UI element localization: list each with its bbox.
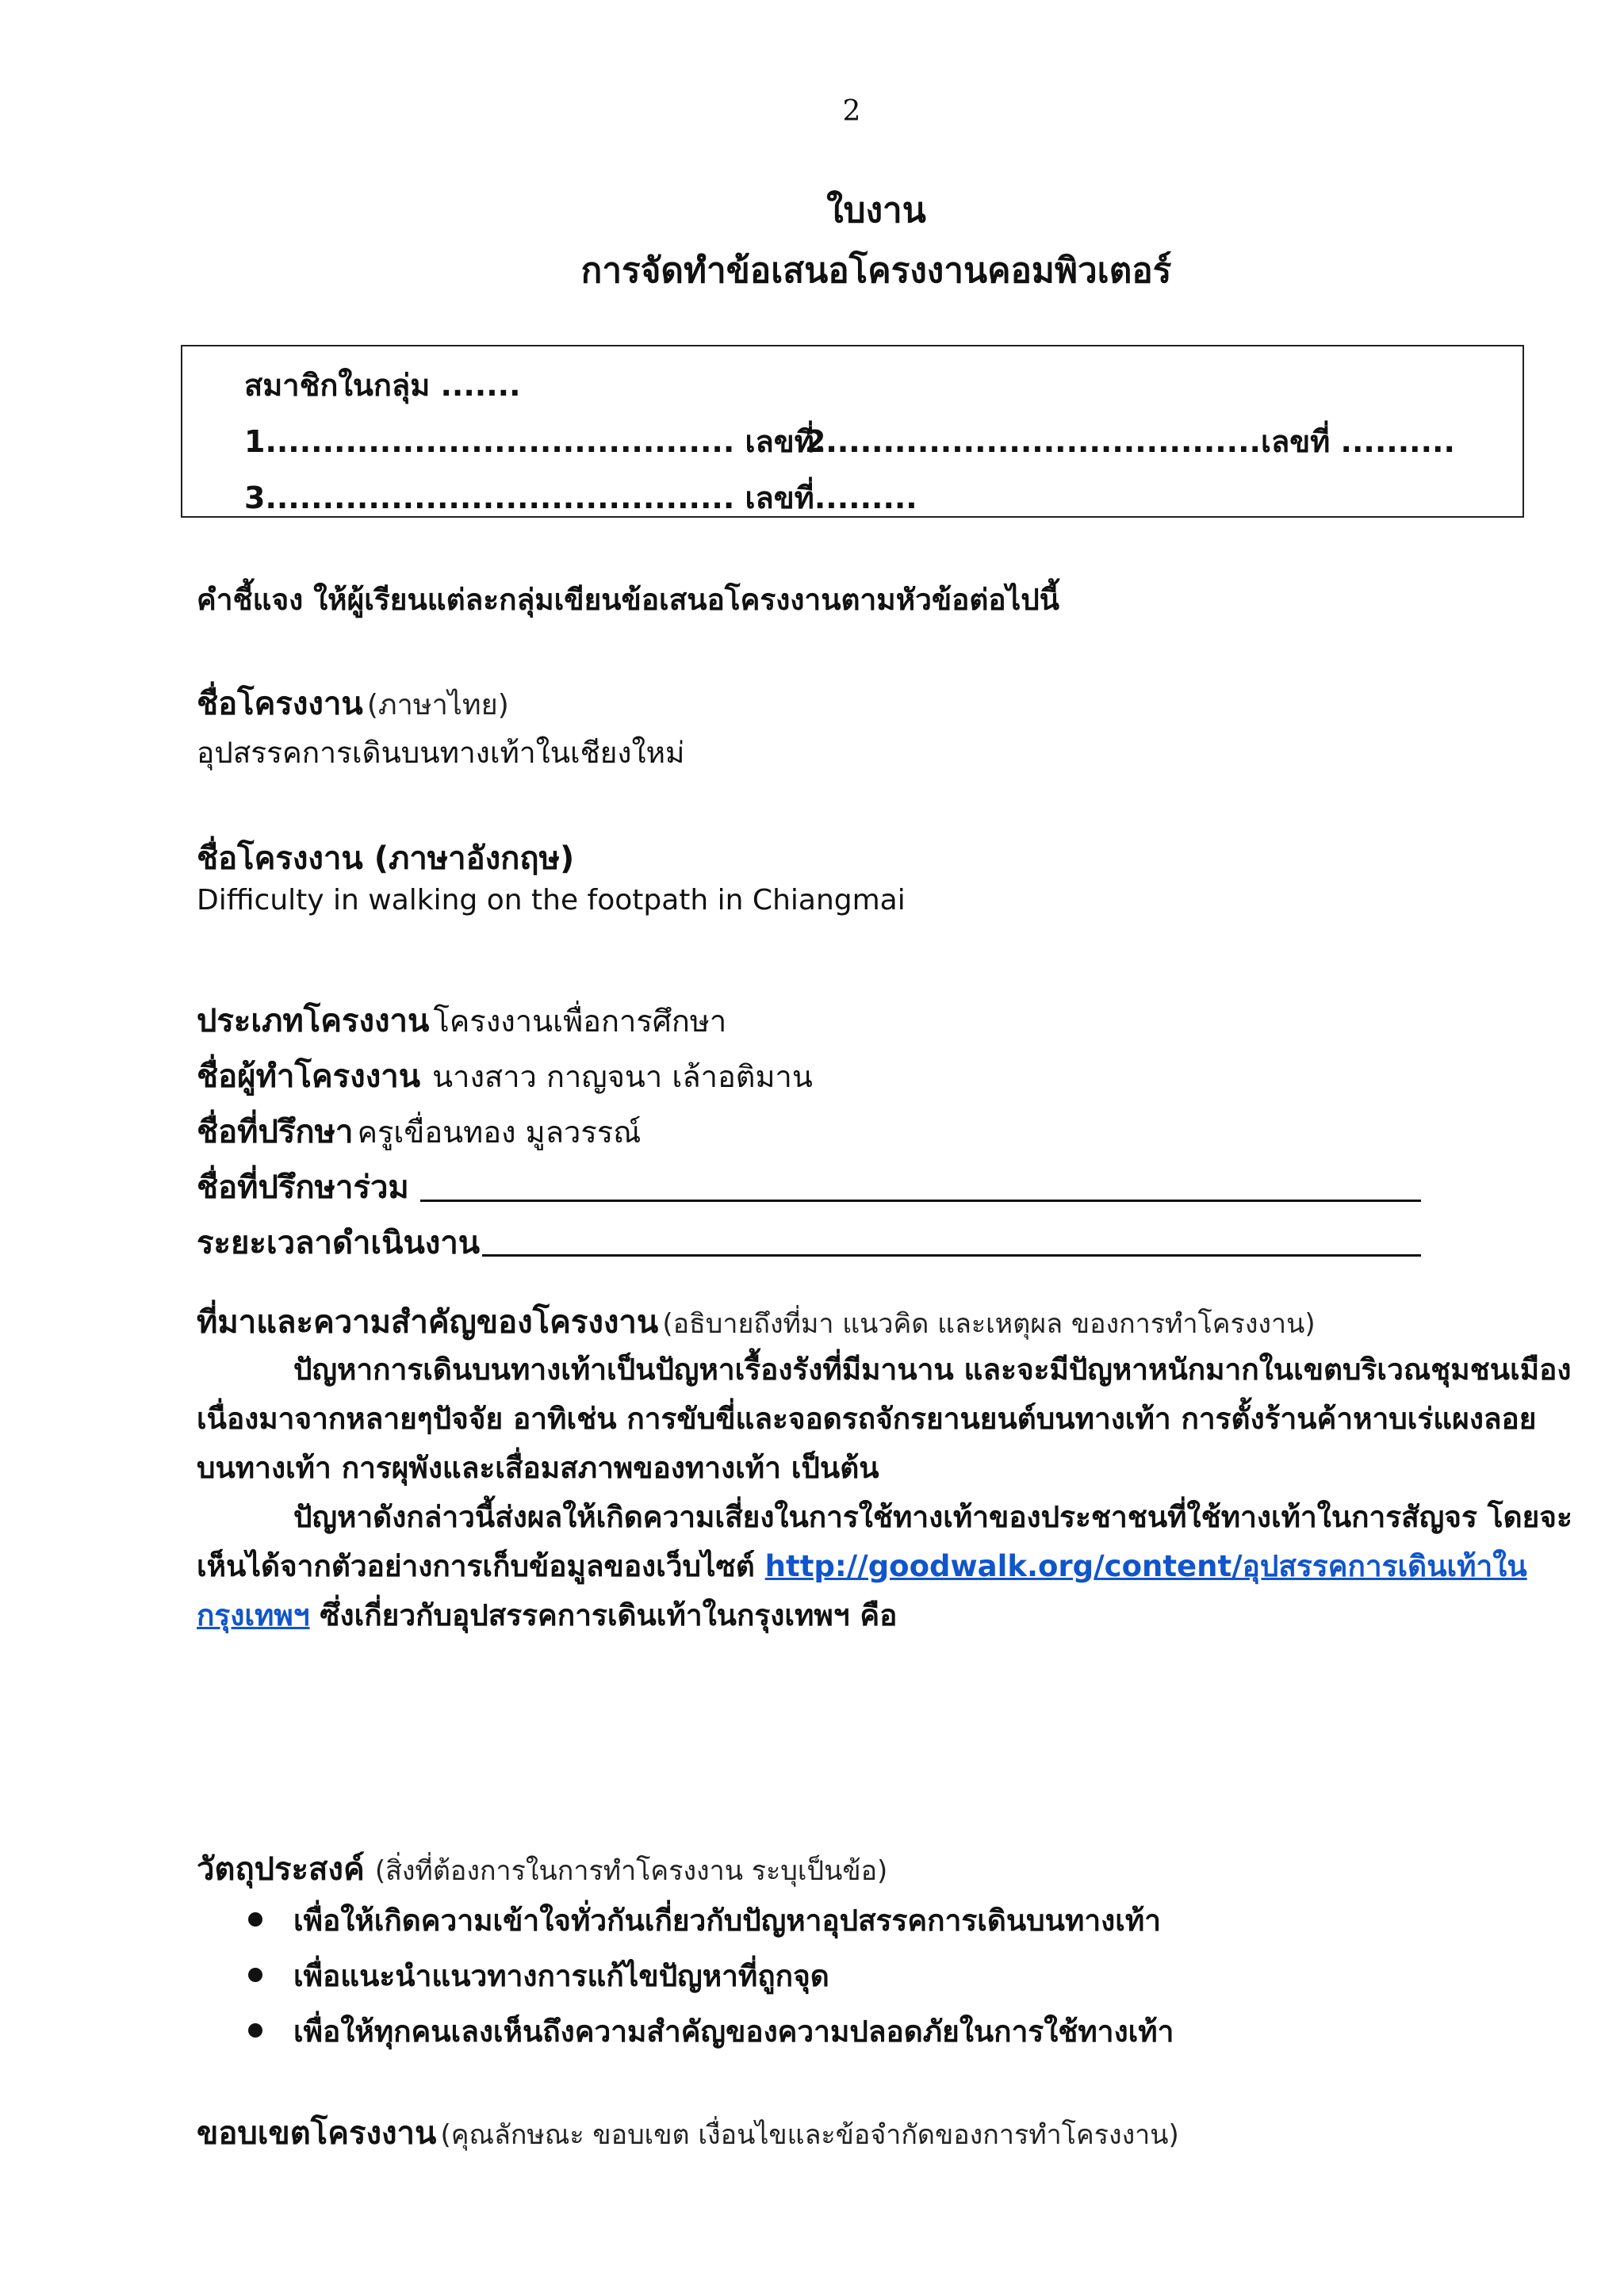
author-row <box>197 1050 813 1101</box>
background-p2-prefix: เห็นได้จากตัวอย่างการเก็บข้อมูลของเว็บไซต์ <box>197 1549 765 1583</box>
duration-fill-line[interactable] <box>482 1254 1421 1257</box>
goodwalk-link-part2[interactable]: กรุงเทพฯ <box>197 1598 310 1632</box>
project-type-label: ประเภทโครงงาน <box>197 1003 430 1039</box>
members-heading: สมาชิกในกลุ่ม ....... <box>244 368 521 403</box>
advisor-value: ครูเขื่อนทอง มูลวรรณ์ <box>357 1115 642 1150</box>
objectives-note: (สิ่งที่ต้องการในการทำโครงงาน ระบุเป็นข้อ) <box>374 1855 888 1887</box>
background-p1-line1: ปัญหาการเดินบนทางเท้าเป็นปัญหาเรื้องรังที่มีมานาน และจะมีปัญหาหนักมากในเขตบริเวณชุมชนเมือง <box>293 1353 1572 1387</box>
bullet-icon <box>248 1912 262 1927</box>
scope-heading: ขอบเขตโครงงาน <box>197 2115 437 2152</box>
project-name-en-heading: ชื่อโครงงาน (ภาษาอังกฤษ) <box>197 840 575 877</box>
co-advisor-fill-line[interactable] <box>420 1200 1421 1202</box>
project-name-th-value: อุปสรรคการเดินบนทางเท้าในเชียงใหม่ <box>197 736 685 770</box>
member-1-field[interactable]: 1......................................... เลขที่......... <box>244 424 917 459</box>
background-p1-line3: บนทางเท้า การผุพังและเสื่อมสภาพของทางเท้า เป็นต้น <box>197 1451 879 1485</box>
background-p2-line2 <box>197 1543 1527 1590</box>
project-type-value: โครงงานเพื่อการศึกษา <box>433 1004 727 1039</box>
member-3-field[interactable]: 3......................................... เลขที่......... <box>244 480 917 515</box>
bullet-icon <box>248 2023 262 2038</box>
background-note: (อธิบายถึงที่มา แนวคิด และเหตุผล ของการทำโครงงาน) <box>662 1308 1316 1340</box>
bullet-icon <box>248 1968 262 1982</box>
duration-label: ระยะเวลาดำเนินงาน <box>197 1225 481 1261</box>
background-heading: ที่มาและความสำคัญของโครงงาน <box>197 1304 659 1341</box>
member-2-field[interactable]: 2......................................เลขที่ .......... <box>805 424 1455 459</box>
objectives-heading: วัตถุประสงค์ <box>197 1851 365 1888</box>
project-name-en-value: Difficulty in walking on the footpath in Chiangmai <box>197 884 906 916</box>
author-label: ชื่อผู้ทำโครงงาน <box>197 1058 421 1095</box>
page-title: ใบงาน <box>826 190 926 231</box>
background-heading-row <box>197 1296 1316 1347</box>
advisor-label: ชื่อที่ปรึกษา <box>197 1114 354 1150</box>
background-p1-line2: เนื่องมาจากหลายๆปัจจัย อาทิเช่น การขับขี่และจอดรถจักรยานยนต์บนทางเท้า การตั้งร้านค้าหาบเร่แผงลอย <box>197 1402 1537 1436</box>
page-number: 2 <box>842 95 861 128</box>
objective-item-3: เพื่อให้ทุกคนเลงเห็นถึงความสำคัญของความปลอดภัยในการใช้ทางเท้า <box>293 2015 1174 2049</box>
background-p2-line3 <box>197 1592 897 1639</box>
instruction-text: คำชี้แจง ให้ผู้เรียนแต่ละกลุ่มเขียนข้อเสนอโครงงานตามหัวข้อต่อไปนี้ <box>197 583 1060 617</box>
objectives-heading-row <box>197 1843 887 1894</box>
scope-note: (คุณลักษณะ ขอบเขต เงื่อนไขและข้อจำกัดของการทำโครงงาน) <box>440 2119 1179 2151</box>
project-name-th-heading <box>197 678 509 729</box>
objective-item-1: เพื่อให้เกิดความเข้าใจทั่วกันเกี่ยวกับปัญหาอุปสรรคการเดินบนทางเท้า <box>293 1904 1162 1938</box>
scope-heading-row <box>197 2107 1179 2158</box>
project-name-th-note: (ภาษาไทย) <box>366 689 509 721</box>
page-subtitle: การจัดทำข้อเสนอโครงงานคอมพิวเตอร์ <box>580 251 1172 291</box>
goodwalk-link-part1[interactable]: http://goodwalk.org/content/อุปสรรคการเดินเท้าใน <box>764 1549 1527 1583</box>
project-name-th-label: ชื่อโครงงาน <box>197 686 363 722</box>
project-type-row <box>197 995 726 1046</box>
background-p2-suffix: ซึ่งเกี่ยวกับอุปสรรคการเดินเท้าในกรุงเทพฯ คือ <box>309 1598 898 1632</box>
background-p2-line1: ปัญหาดังกล่าวนี้ส่งผลให้เกิดความเสี่ยงในการใช้ทางเท้าของประชาชนที่ใช้ทางเท้าในการสัญจร โดยจะ <box>293 1500 1572 1534</box>
author-value: นางสาว กาญจนา เล้าอติมาน <box>432 1059 813 1094</box>
advisor-row <box>197 1106 641 1157</box>
co-advisor-label: ชื่อที่ปรึกษาร่วม <box>197 1169 409 1206</box>
objective-item-2: เพื่อแนะนำแนวทางการแก้ไขปัญหาที่ถูกจุด <box>293 1959 829 1993</box>
